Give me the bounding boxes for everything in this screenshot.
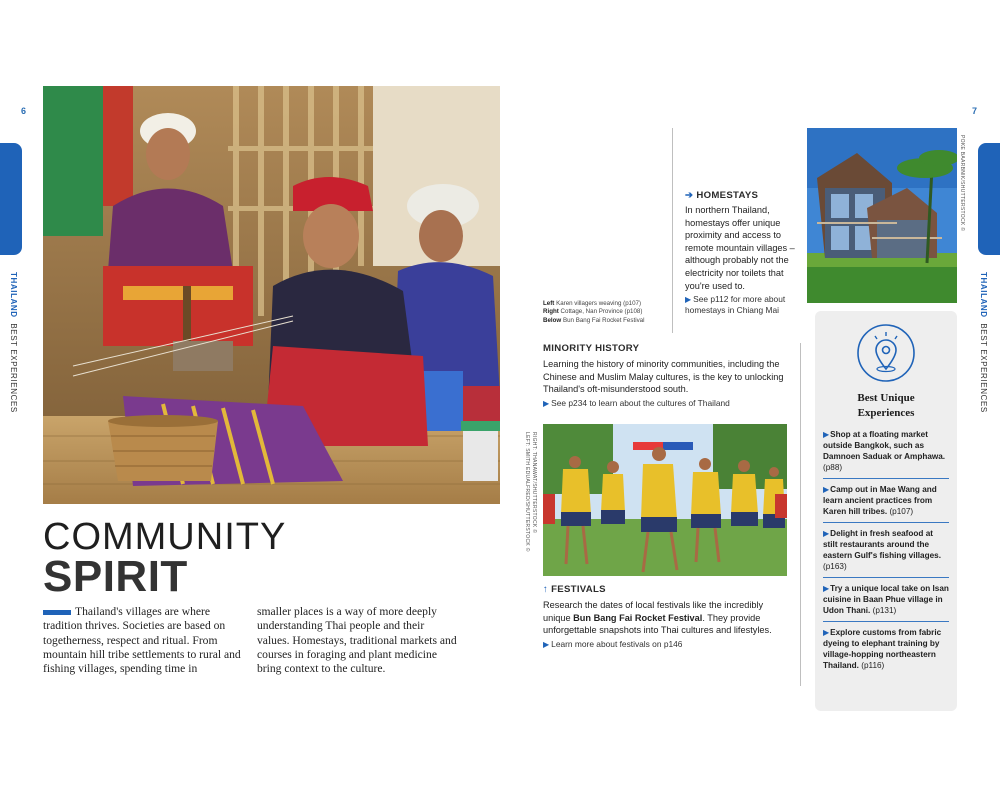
left-running-head bbox=[9, 272, 18, 413]
caption-right: Right Cottage, Nan Province (p108) bbox=[543, 308, 643, 316]
right-section-tab bbox=[978, 143, 1000, 255]
homestays-body: In northern Thailand, homestays offer unique proximity and access to remote mountain villages – although probably not the electricity nor toilets that you're used to. bbox=[685, 205, 795, 291]
photo-captions bbox=[543, 300, 668, 325]
minority-history-body: Learning the history of minority communities, including the Chinese and Muslim Malay cultures, is the key to unlocking Thailand's oft-misunderstood south. bbox=[543, 359, 784, 395]
cottage-illustration bbox=[807, 128, 957, 303]
homestays-see-link[interactable]: ▶ See p112 for more about homestays in Chiang Mai bbox=[685, 294, 786, 316]
intro-col1-text: Thailand's villages are where tradition thrives. Societies are based on togetherness, respect and ritual. From mountain hill tribe settlements to rural and fishing villages, spending time in bbox=[43, 605, 241, 676]
list-separator bbox=[823, 577, 949, 578]
festivals-section bbox=[543, 584, 793, 650]
list-item[interactable]: ▶Try a unique local take on Isan cuisine in Baan Phue village in Udon Thani. (p131) bbox=[823, 584, 949, 615]
list-item[interactable]: ▶Shop at a floating market outside Bangkok, such as Damnoen Saduak or Amphawa. (p88) bbox=[823, 430, 946, 472]
divider-right-column bbox=[800, 343, 801, 686]
arrow-right-icon: ➔ bbox=[685, 190, 694, 201]
list-item[interactable]: ▶Delight in fresh seafood at stilt restaurants around the eastern Gulf's fishing villages. (p163) bbox=[823, 529, 941, 571]
triangle-right-icon: ▶ bbox=[685, 295, 692, 305]
festivals-heading: ↑ FESTIVALS bbox=[543, 584, 606, 595]
karen-weavers-illustration bbox=[43, 86, 500, 504]
list-item[interactable]: ▶Explore customs from fabric dyeing to elephant training by village-hopping northeastern Thailand. (p116) bbox=[823, 628, 942, 670]
karen-weavers-photo bbox=[43, 86, 500, 504]
right-running-head bbox=[979, 272, 988, 413]
festivals-see-link[interactable]: ▶ Learn more about festivals on p146 bbox=[543, 638, 683, 649]
best-unique-experiences-box bbox=[815, 311, 957, 711]
intro-column-2: smaller places is a way of more deeply understanding Thai people and their values. Homestays, traditional markets and courses in foraging and plant medicine bring context to the culture. bbox=[257, 605, 457, 676]
festivals-body: Research the dates of local festivals like the incredibly unique Bun Bang Fai Rocket Festival. They provide unforgettable snapshots into Thai cultures and lifestyles. bbox=[543, 600, 772, 636]
left-section-tab bbox=[0, 143, 22, 255]
photo-credit-right: RIGHT: THANAWAT/SHUTTERSTOCK © bbox=[531, 432, 537, 534]
list-item[interactable]: ▶Camp out in Mae Wang and learn ancient practices from Karen hill tribes. (p107) bbox=[823, 485, 937, 516]
list-separator bbox=[823, 478, 949, 479]
running-head-country: THAILAND bbox=[9, 272, 18, 318]
cottage-photo bbox=[807, 128, 957, 303]
box-title: Best Unique Experiences bbox=[857, 392, 915, 419]
triangle-right-icon: ▶ bbox=[823, 529, 830, 538]
minority-history-heading: MINORITY HISTORY bbox=[543, 343, 640, 354]
triangle-right-icon: ▶ bbox=[543, 639, 550, 649]
left-page-number: 6 bbox=[21, 106, 27, 116]
homestays-heading: ➔ HOMESTAYS bbox=[685, 190, 759, 201]
rocket-festival-photo bbox=[543, 424, 787, 576]
arrow-up-icon: ↑ bbox=[543, 584, 549, 595]
triangle-right-icon: ▶ bbox=[823, 485, 830, 494]
photo-credit-cottage: POKE BAARBNIK/SHUTTERSTOCK © bbox=[959, 135, 965, 232]
caption-left: Left Karen villagers weaving (p107) bbox=[543, 300, 642, 307]
intro-column-1 bbox=[43, 605, 243, 676]
list-separator bbox=[823, 522, 949, 523]
location-pin-icon bbox=[856, 323, 916, 383]
triangle-right-icon: ▶ bbox=[823, 628, 830, 637]
homestays-section bbox=[685, 190, 797, 316]
triangle-right-icon: ▶ bbox=[823, 430, 830, 439]
feature-title-line1: COMMUNITY bbox=[43, 516, 287, 558]
photo-credit-left: LEFT: SMITH EDUALFRED/SHUTTERSTOCK © bbox=[524, 432, 530, 552]
experiences-list bbox=[823, 429, 949, 671]
right-page-number: 7 bbox=[972, 106, 978, 116]
festival-name: Bun Bang Fai Rocket Festival bbox=[573, 612, 703, 623]
running-head-section: BEST EXPERIENCES bbox=[979, 323, 988, 413]
running-head-country: THAILAND bbox=[979, 272, 988, 318]
minority-history-see-link[interactable]: ▶ See p234 to learn about the cultures of Thailand bbox=[543, 397, 730, 408]
minority-history-section bbox=[543, 343, 793, 409]
running-head-section: BEST EXPERIENCES bbox=[9, 323, 18, 413]
divider-homestays bbox=[672, 128, 673, 333]
caption-below: Below Bun Bang Fai Rocket Festival bbox=[543, 316, 645, 324]
triangle-right-icon: ▶ bbox=[543, 398, 550, 408]
rocket-festival-illustration bbox=[543, 424, 787, 576]
feature-title-line2: SPIRIT bbox=[43, 552, 188, 601]
triangle-right-icon: ▶ bbox=[823, 584, 830, 593]
lead-bar bbox=[43, 610, 71, 615]
list-separator bbox=[823, 621, 949, 622]
